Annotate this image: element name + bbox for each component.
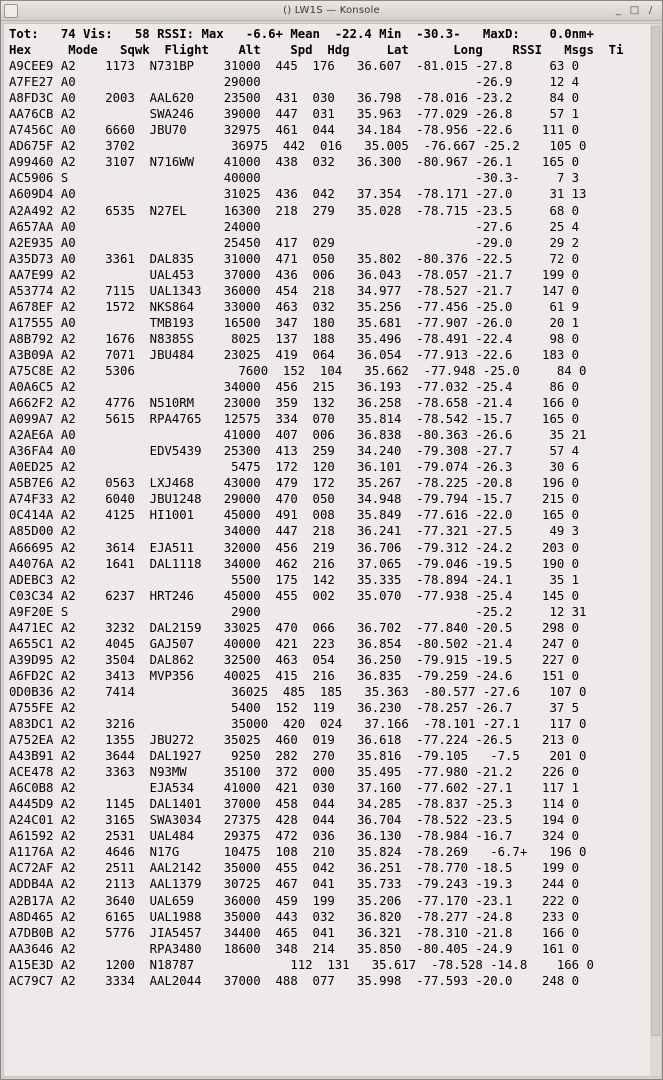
- table-row: A099A7 A2 5615 RPA4765 12575 334 070 35.814 -78.542 -15.7 165 0: [9, 412, 580, 427]
- table-row: A99460 A2 3107 N716WW 41000 438 032 36.300 -80.967 -26.1 165 0: [9, 155, 580, 170]
- table-row: AA76CB A2 SWA246 39000 447 031 35.963 -77.029 -26.8 57 1: [9, 107, 580, 122]
- table-row: AC5906 S 40000 -30.3- 7 3: [9, 171, 580, 186]
- window-controls[interactable]: [613, 5, 662, 16]
- table-row: A3B09A A2 7071 JBU484 23025 419 064 36.054 -77.913 -22.6 183 0: [9, 347, 580, 362]
- terminal-scrollbar[interactable]: [650, 23, 662, 1077]
- table-row: ADEBC3 A2 5500 175 142 35.335 -78.894 -24.1 35 1: [9, 572, 580, 587]
- terminal-output[interactable]: [3, 23, 650, 1077]
- table-row: A61592 A2 2531 UAL484 29375 472 036 36.130 -78.984 -16.7 324 0: [9, 829, 580, 844]
- window-titlebar[interactable]: [1, 1, 662, 21]
- table-row: A15E3D A2 1200 N18787 112 131 35.617 -78.528 -14.8 166 0: [9, 957, 594, 972]
- column-header-row: Hex Mode Sqwk Flight Alt Spd Hdg Lat Long RSSI Msgs Ti: [9, 43, 624, 58]
- table-row: A9CEE9 A2 1173 N731BP 31000 445 176 36.607 -81.015 -27.8 63 0: [9, 59, 580, 74]
- status-line: Tot: 74 Vis: 58 RSSI: Max -6.6+ Mean -22.4 Min -30.3- MaxD: 0.0nm+: [9, 27, 594, 41]
- table-row: A17555 A0 TMB193 16500 347 180 35.681 -77.907 -26.0 20 1: [9, 315, 580, 330]
- table-row: A36FA4 A0 EDV5439 25300 413 259 34.240 -79.308 -27.7 57 4: [9, 444, 580, 459]
- table-row: A0ED25 A2 5475 172 120 36.101 -79.074 -26.3 30 6: [9, 460, 580, 475]
- table-row: A7DB0B A2 5776 JIA5457 34400 465 041 36.321 -78.310 -21.8 166 0: [9, 925, 580, 940]
- table-row: A7FE27 A0 29000 -26.9 12 4: [9, 75, 580, 90]
- table-row: A2B17A A2 3640 UAL659 36000 459 199 35.206 -77.170 -23.1 222 0: [9, 893, 580, 908]
- table-row: A6FD2C A2 3413 MVP356 40025 415 216 36.835 -79.259 -24.6 151 0: [9, 668, 580, 683]
- table-row: A74F33 A2 6040 JBU1248 29000 470 050 34.948 -79.794 -15.7 215 0: [9, 492, 580, 507]
- table-row: A24C01 A2 3165 SWA3034 27375 428 044 36.704 -78.522 -23.5 194 0: [9, 813, 580, 828]
- minimize-button[interactable]: _: [616, 5, 621, 16]
- table-row: A471EC A2 3232 DAL2159 33025 470 066 36.702 -77.840 -20.5 298 0: [9, 620, 580, 635]
- terminal-area: [1, 21, 662, 1079]
- table-row: A75C8E A2 5306 7600 152 104 35.662 -77.948 -25.0 84 0: [9, 363, 587, 378]
- table-row: AC72AF A2 2511 AAL2142 35000 455 042 36.251 -78.770 -18.5 199 0: [9, 861, 580, 876]
- table-row: A655C1 A2 4045 GAJ507 40000 421 223 36.854 -80.502 -21.4 247 0: [9, 636, 580, 651]
- table-row: 0C414A A2 4125 HI1001 45000 491 008 35.849 -77.616 -22.0 165 0: [9, 508, 580, 523]
- table-row: A85D00 A2 34000 447 218 36.241 -77.321 -27.5 49 3: [9, 524, 580, 539]
- table-row: A5B7E6 A2 0563 LXJ468 43000 479 172 35.267 -78.225 -20.8 196 0: [9, 476, 580, 491]
- close-button[interactable]: /: [648, 5, 653, 16]
- table-row: A0A6C5 A2 34000 456 215 36.193 -77.032 -25.4 86 0: [9, 380, 580, 395]
- table-row: AA3646 A2 RPA3480 18600 348 214 35.850 -80.405 -24.9 161 0: [9, 941, 580, 956]
- table-row: A8FD3C A0 2003 AAL620 23500 431 030 36.798 -78.016 -23.2 84 0: [9, 91, 580, 106]
- table-row: A2E935 A0 25450 417 029 -29.0 29 2: [9, 235, 580, 250]
- table-row: A752EA A2 1355 JBU272 35025 460 019 36.618 -77.224 -26.5 213 0: [9, 733, 580, 748]
- table-row: A2A492 A2 6535 N27EL 16300 218 279 35.028 -78.715 -23.5 68 0: [9, 203, 580, 218]
- table-row: A83DC1 A2 3216 35000 420 024 37.166 -78.101 -27.1 117 0: [9, 717, 587, 732]
- window-title: () LW1S — Konsole: [283, 5, 380, 16]
- table-row: A53774 A2 7115 UAL1343 36000 454 218 34.977 -78.527 -21.7 147 0: [9, 283, 580, 298]
- table-row: ADDB4A A2 2113 AAL1379 30725 467 041 35.733 -79.243 -19.3 244 0: [9, 877, 580, 892]
- table-row: A43B91 A2 3644 DAL1927 9250 282 270 35.816 -79.105 -7.5 201 0: [9, 749, 587, 764]
- table-row: A39D95 A2 3504 DAL862 32500 463 054 36.250 -79.915 -19.5 227 0: [9, 652, 580, 667]
- table-row: A9F20E S 2900 -25.2 12 31: [9, 604, 587, 619]
- table-row: AD675F A2 3702 36975 442 016 35.005 -76.667 -25.2 105 0: [9, 139, 587, 154]
- table-row: A445D9 A2 1145 DAL1401 37000 458 044 34.285 -78.837 -25.3 114 0: [9, 797, 580, 812]
- table-row: A8D465 A2 6165 UAL1988 35000 443 032 36.820 -78.277 -24.8 233 0: [9, 909, 580, 924]
- table-row: A2AE6A A0 41000 407 006 36.838 -80.363 -26.6 35 21: [9, 428, 587, 443]
- table-row: A35D73 A0 3361 DAL835 31000 471 050 35.802 -80.376 -22.5 72 0: [9, 251, 580, 266]
- table-row: 0D0B36 A2 7414 36025 485 185 35.363 -80.577 -27.6 107 0: [9, 684, 587, 699]
- table-row: C03C34 A2 6237 HRT246 45000 455 002 35.070 -77.938 -25.4 145 0: [9, 588, 580, 603]
- table-row: A1176A A2 4646 N17G 10475 108 210 35.824 -78.269 -6.7+ 196 0: [9, 845, 587, 860]
- table-row: A66695 A2 3614 EJA511 32000 456 219 36.706 -79.312 -24.2 203 0: [9, 540, 580, 555]
- table-row: A8B792 A2 1676 N8385S 8025 137 188 35.496 -78.491 -22.4 98 0: [9, 331, 580, 346]
- table-row: A4076A A2 1641 DAL1118 34000 462 216 37.065 -79.046 -19.5 190 0: [9, 556, 580, 571]
- table-row: A7456C A0 6660 JBU70 32975 461 044 34.184 -78.956 -22.6 111 0: [9, 123, 580, 138]
- terminal-icon: [4, 4, 18, 18]
- table-row: A6C0B8 A2 EJA534 41000 421 030 37.160 -77.602 -27.1 117 1: [9, 781, 580, 796]
- table-row: A755FE A2 5400 152 119 36.230 -78.257 -26.7 37 5: [9, 700, 580, 715]
- table-row: AA7E99 A2 UAL453 37000 436 006 36.043 -78.057 -21.7 199 0: [9, 267, 580, 282]
- scrollbar-thumb[interactable]: [651, 26, 660, 1036]
- table-row: A609D4 A0 31025 436 042 37.354 -78.171 -27.0 31 13: [9, 187, 587, 202]
- maximize-button[interactable]: □: [629, 5, 640, 16]
- table-row: A678EF A2 1572 NKS864 33000 463 032 35.256 -77.456 -25.0 61 9: [9, 299, 580, 314]
- table-row: A657AA A0 24000 -27.6 25 4: [9, 219, 580, 234]
- table-row: A662F2 A2 4776 N510RM 23000 359 132 36.258 -78.658 -21.4 166 0: [9, 396, 580, 411]
- table-row: ACE478 A2 3363 N93MW 35100 372 000 35.495 -77.980 -21.2 226 0: [9, 765, 580, 780]
- table-row: AC79C7 A2 3334 AAL2044 37000 488 077 35.998 -77.593 -20.0 248 0: [9, 973, 580, 988]
